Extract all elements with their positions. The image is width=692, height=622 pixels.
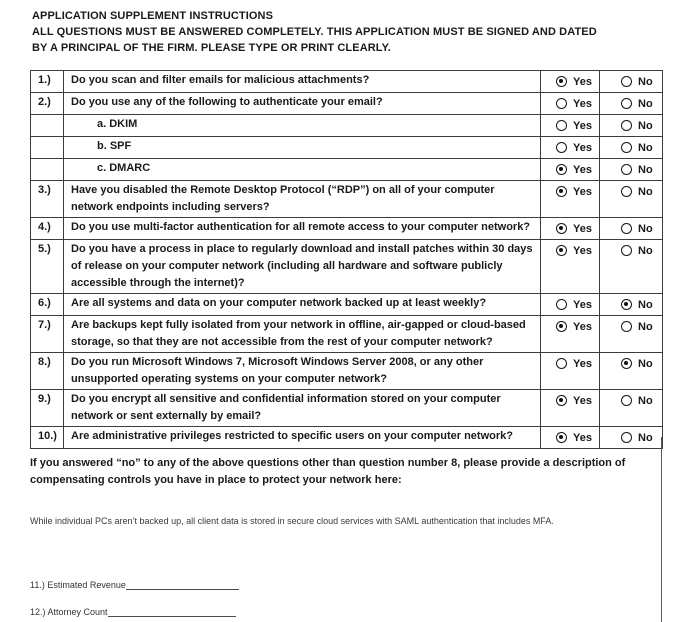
yes-radio[interactable] [556, 395, 567, 406]
no-radio[interactable] [621, 164, 632, 175]
yes-option[interactable] [541, 118, 599, 135]
yes-label: Yes [573, 164, 592, 176]
no-option[interactable] [600, 356, 662, 373]
question-number [31, 115, 64, 137]
no-option[interactable] [600, 96, 662, 113]
yes-option[interactable] [541, 162, 599, 179]
yes-label: Yes [573, 98, 592, 110]
yes-label: Yes [573, 395, 592, 407]
yes-label: Yes [573, 223, 592, 235]
question-row [31, 93, 663, 115]
no-option[interactable] [600, 319, 662, 336]
yes-label: Yes [573, 432, 592, 444]
yes-option[interactable] [541, 430, 599, 447]
question-text: Are all systems and data on your computer network backed up at least weekly? [71, 297, 487, 309]
yes-label: Yes [573, 142, 592, 154]
question-row [31, 218, 663, 240]
no-label: No [638, 98, 653, 110]
no-label: No [638, 299, 653, 311]
no-option[interactable] [600, 140, 662, 157]
form-header [32, 8, 692, 56]
question-text: Do you use multi-factor authentication for all remote access to your computer network? [71, 221, 531, 233]
question-text: c. DMARC [97, 162, 151, 174]
estimated-revenue-label: 11.) Estimated Revenue [30, 580, 126, 590]
estimated-revenue-input[interactable] [126, 579, 239, 590]
no-radio[interactable] [621, 76, 632, 87]
no-option[interactable] [600, 430, 662, 447]
question-row [31, 159, 663, 181]
yes-label: Yes [573, 358, 592, 370]
question-text: Have you disabled the Remote Desktop Protocol (“RDP”) on all of your computer network endpoints including servers? [71, 184, 495, 213]
yes-radio[interactable] [556, 245, 567, 256]
question-row [31, 71, 663, 93]
question-number: 2.) [31, 93, 64, 115]
yes-radio[interactable] [556, 76, 567, 87]
no-radio[interactable] [621, 299, 632, 310]
question-row [31, 181, 663, 218]
question-text: Do you encrypt all sensitive and confidential information stored on your computer network or sent externally by email? [71, 393, 501, 422]
yes-label: Yes [573, 120, 592, 132]
question-number: 5.) [31, 240, 64, 294]
question-text: b. SPF [97, 140, 132, 152]
yes-option[interactable] [541, 356, 599, 373]
attorney-count-field [30, 606, 692, 617]
no-option[interactable] [600, 243, 662, 260]
question-row [31, 316, 663, 353]
yes-label: Yes [573, 245, 592, 257]
no-label: No [638, 186, 653, 198]
no-option[interactable] [600, 162, 662, 179]
question-row [31, 427, 663, 449]
no-label: No [638, 142, 653, 154]
question-number: 3.) [31, 181, 64, 218]
no-label: No [638, 223, 653, 235]
no-radio[interactable] [621, 223, 632, 234]
yes-option[interactable] [541, 184, 599, 201]
yes-radio[interactable] [556, 358, 567, 369]
yes-radio[interactable] [556, 299, 567, 310]
question-number: 4.) [31, 218, 64, 240]
yes-option[interactable] [541, 393, 599, 410]
question-row [31, 294, 663, 316]
no-label: No [638, 120, 653, 132]
question-number: 1.) [31, 71, 64, 93]
estimated-revenue-field [30, 579, 692, 590]
yes-radio[interactable] [556, 120, 567, 131]
question-number: 7.) [31, 316, 64, 353]
question-text: Do you have a process in place to regularly download and install patches within 30 days of release on your computer network (including all hardware and software publicly accessible through the internet)? [71, 243, 533, 289]
no-option[interactable] [600, 297, 662, 314]
yes-radio[interactable] [556, 223, 567, 234]
no-radio[interactable] [621, 142, 632, 153]
yes-option[interactable] [541, 221, 599, 238]
no-option[interactable] [600, 118, 662, 135]
question-number [31, 159, 64, 181]
yes-radio[interactable] [556, 98, 567, 109]
yes-option[interactable] [541, 297, 599, 314]
yes-option[interactable] [541, 96, 599, 113]
question-row [31, 390, 663, 427]
yes-radio[interactable] [556, 321, 567, 332]
compensating-controls-prompt: If you answered “no” to any of the above questions other than question number 8, please provide a description of compensating controls you have in place to protect your network here: [30, 457, 626, 486]
questions-table-body [31, 71, 663, 449]
no-radio[interactable] [621, 432, 632, 443]
question-row [31, 137, 663, 159]
yes-label: Yes [573, 186, 592, 198]
yes-label: Yes [573, 321, 592, 333]
yes-option[interactable] [541, 140, 599, 157]
yes-label: Yes [573, 76, 592, 88]
no-label: No [638, 164, 653, 176]
question-number: 9.) [31, 390, 64, 427]
no-option[interactable] [600, 221, 662, 238]
no-label: No [638, 76, 653, 88]
yes-radio[interactable] [556, 142, 567, 153]
no-label: No [638, 245, 653, 257]
form-instructions-line1: ALL QUESTIONS MUST BE ANSWERED COMPLETELY. THIS APPLICATION MUST BE SIGNED AND DATED [32, 26, 597, 38]
question-number: 10.) [31, 427, 64, 449]
attorney-count-label: 12.) Attorney Count [30, 607, 108, 617]
question-text: Do you scan and filter emails for malicious attachments? [71, 74, 370, 86]
no-option[interactable] [600, 184, 662, 201]
yes-option[interactable] [541, 319, 599, 336]
compensating-controls-response[interactable]: While individual PCs aren’t backed up, all client data is stored in secure cloud services with SAML authentication that includes MFA. [30, 516, 554, 526]
question-text: Are administrative privileges restricted to specific users on your computer network? [71, 430, 513, 442]
no-option[interactable] [600, 393, 662, 410]
attorney-count-input[interactable] [108, 606, 236, 617]
no-label: No [638, 321, 653, 333]
no-radio[interactable] [621, 120, 632, 131]
form-title: APPLICATION SUPPLEMENT INSTRUCTIONS [32, 10, 274, 22]
yes-option[interactable] [541, 243, 599, 260]
question-text: Are backups kept fully isolated from your network in offline, air-gapped or cloud-based storage, so that they are not accessible from the rest of your computer network? [71, 319, 526, 348]
yes-radio[interactable] [556, 432, 567, 443]
no-radio[interactable] [621, 245, 632, 256]
no-radio[interactable] [621, 186, 632, 197]
no-label: No [638, 395, 653, 407]
questions-table [30, 70, 663, 449]
yes-radio[interactable] [556, 164, 567, 175]
no-radio[interactable] [621, 395, 632, 406]
question-row [31, 115, 663, 137]
no-radio[interactable] [621, 358, 632, 369]
question-text: a. DKIM [97, 118, 138, 130]
question-row [31, 353, 663, 390]
no-option[interactable] [600, 74, 662, 91]
no-label: No [638, 358, 653, 370]
question-text: Do you use any of the following to authenticate your email? [71, 96, 383, 108]
question-number [31, 137, 64, 159]
question-number: 8.) [31, 353, 64, 390]
yes-label: Yes [573, 299, 592, 311]
question-number: 6.) [31, 294, 64, 316]
page-edge-line [661, 437, 662, 622]
question-text: Do you run Microsoft Windows 7, Microsoft Windows Server 2008, or any other unsupported operating systems on your computer network? [71, 356, 484, 385]
question-row [31, 240, 663, 294]
no-label: No [638, 432, 653, 444]
yes-radio[interactable] [556, 186, 567, 197]
yes-option[interactable] [541, 74, 599, 91]
form-instructions-line2: BY A PRINCIPAL OF THE FIRM. PLEASE TYPE OR PRINT CLEARLY. [32, 42, 391, 54]
no-radio[interactable] [621, 321, 632, 332]
no-radio[interactable] [621, 98, 632, 109]
